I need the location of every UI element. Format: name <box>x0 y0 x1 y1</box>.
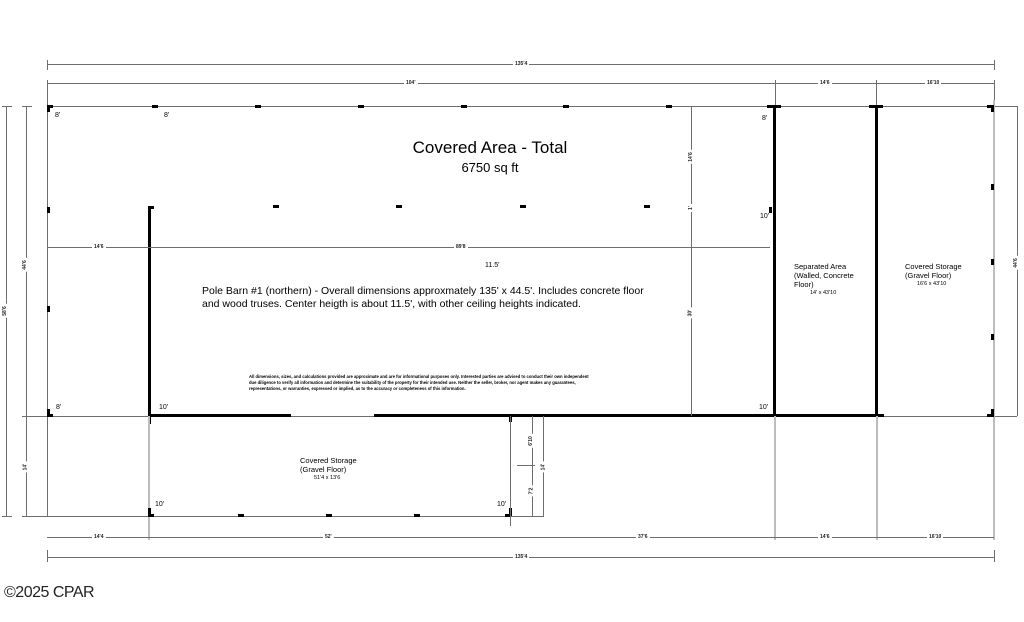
south-wall-segment <box>148 414 291 417</box>
room-covered-storage-south <box>300 456 390 483</box>
room-separated-area <box>794 262 869 298</box>
post <box>461 105 467 108</box>
post <box>991 334 994 340</box>
dim-line-top-row2 <box>47 83 994 84</box>
corner-sw-main <box>47 414 53 417</box>
dim-left-overall: 58'6 <box>1 306 8 316</box>
height-label: 8' <box>762 115 768 122</box>
dim-bottom-overall: 135'4 <box>515 554 528 560</box>
dim-inner-small: 1' <box>687 206 694 210</box>
post <box>326 514 332 517</box>
dim-tick <box>517 465 535 466</box>
dim-tick <box>22 516 47 517</box>
inner-nw-corner <box>148 206 154 209</box>
dim-bottom-storage: 52' <box>325 534 332 540</box>
dim-tick <box>2 106 12 107</box>
post <box>396 205 402 208</box>
height-label: 10' <box>159 404 169 411</box>
south-storage-west-gray <box>148 416 150 540</box>
post <box>358 105 364 108</box>
ext-line <box>774 416 776 540</box>
height-label: 10' <box>155 501 165 508</box>
room-name: Covered Storage <box>300 456 357 465</box>
post <box>563 105 569 108</box>
height-label: 8' <box>55 112 61 119</box>
separated-west-wall <box>773 105 776 417</box>
outline-east-gray <box>993 100 995 540</box>
post <box>47 306 50 312</box>
dim-bottom-mid: 37'6 <box>638 534 648 540</box>
dim-line-left-main <box>26 106 27 516</box>
total-area: 6750 sq ft <box>461 160 519 175</box>
corner-nw <box>47 105 50 112</box>
post <box>273 205 279 208</box>
dim-bottom-storage-east: 16'10 <box>929 534 942 540</box>
room-size: 16'6 x 43'10 <box>917 281 947 287</box>
post <box>152 105 158 108</box>
height-label: 10' <box>497 501 507 508</box>
dim-tick <box>47 550 48 562</box>
post <box>414 514 420 517</box>
post <box>666 105 672 108</box>
room-name: Separated Area <box>794 262 847 271</box>
dim-right-main: 44'6 <box>1012 258 1019 268</box>
inner-west-wall <box>148 206 151 424</box>
dim-bottom-separated: 14'6 <box>820 534 830 540</box>
dim-top-overall: 135'4 <box>515 61 528 67</box>
copyright: ©2025 CPAR <box>4 584 95 601</box>
south-storage-east <box>510 416 511 526</box>
dim-left-main: 44'6 <box>21 260 28 270</box>
dim-bottom-left: 14'4 <box>94 534 104 540</box>
plan-description: Pole Barn #1 (northern) - Overall dimensions approxmately 135' x 44.5'. Includes concrete floor and wood truses. Center heigth is about 11.5', with other ceiling heights indicated. <box>202 285 644 310</box>
height-label: 8' <box>56 404 62 411</box>
dim-tick <box>2 516 12 517</box>
room-desc: (Gravel Floor) <box>905 271 952 280</box>
dim-top-main: 104' <box>406 80 416 86</box>
dim-inner-width: 89'8 <box>456 244 466 250</box>
corner-ne <box>991 105 994 112</box>
post <box>47 207 50 213</box>
post <box>991 259 994 265</box>
disclaimer: All dimensions, sizes, and calculations provided are approximate and are for informational purposes only. Interested parties are advised to conduct their own independent due diligence to verify all information and determine the suitability of the property for their intended use. Neither the seller, broker, nor agent makes any guarantees, representations, or warranties, expressed or implied, as to the accuracy or completeness of this information. <box>249 374 589 391</box>
dim-tick <box>22 106 32 107</box>
plan-title: Covered Area - Total <box>412 138 568 157</box>
post <box>520 205 526 208</box>
dim-tick <box>47 80 48 106</box>
dim-south-total: 14' <box>540 463 547 471</box>
dim-inner-height: 30' <box>687 309 694 317</box>
center-height: 11.5' <box>485 262 500 269</box>
room-name: Covered Storage <box>905 262 962 271</box>
dim-top-separated: 14'6 <box>820 80 830 86</box>
dim-south-upper: 6'10 <box>527 436 534 446</box>
post <box>991 184 994 190</box>
dim-top-storage: 16'10 <box>927 80 940 86</box>
dim-tick <box>775 80 776 106</box>
dim-tick <box>876 80 877 106</box>
post <box>255 105 261 108</box>
south-wall-segment <box>374 414 884 417</box>
post <box>769 207 772 213</box>
dim-line-bottom-row1 <box>47 537 994 538</box>
dim-tick <box>994 550 995 562</box>
dim-tick <box>994 60 995 70</box>
post <box>644 205 650 208</box>
room-size: 14' x 43'10 <box>810 290 837 296</box>
dim-inner-left: 14'6 <box>94 244 104 250</box>
dim-tick <box>22 416 47 417</box>
dim-tick <box>47 60 48 70</box>
dim-left-south: 14' <box>22 463 29 471</box>
room-covered-storage-east <box>905 262 980 289</box>
room-desc: (Walled, Concrete <box>794 271 854 280</box>
ext-line <box>876 416 878 540</box>
height-label: 8' <box>164 112 170 119</box>
room-desc: (Gravel Floor) <box>300 465 347 474</box>
separated-east-wall <box>875 105 878 417</box>
south-storage-sw <box>148 514 154 517</box>
height-label: 10' <box>759 404 769 411</box>
corner-se <box>987 414 993 417</box>
dim-line-inner-width <box>47 247 770 248</box>
dim-south-lower: 7'2 <box>528 487 535 495</box>
room-size: 51'4 x 13'6 <box>314 475 341 481</box>
post <box>238 514 244 517</box>
height-label: 10' <box>760 213 770 220</box>
dim-line-south-split <box>532 416 533 516</box>
room-desc: Floor) <box>794 280 814 289</box>
dim-inner-top: 14'6 <box>687 152 694 162</box>
outline-south-bottom <box>47 516 544 517</box>
